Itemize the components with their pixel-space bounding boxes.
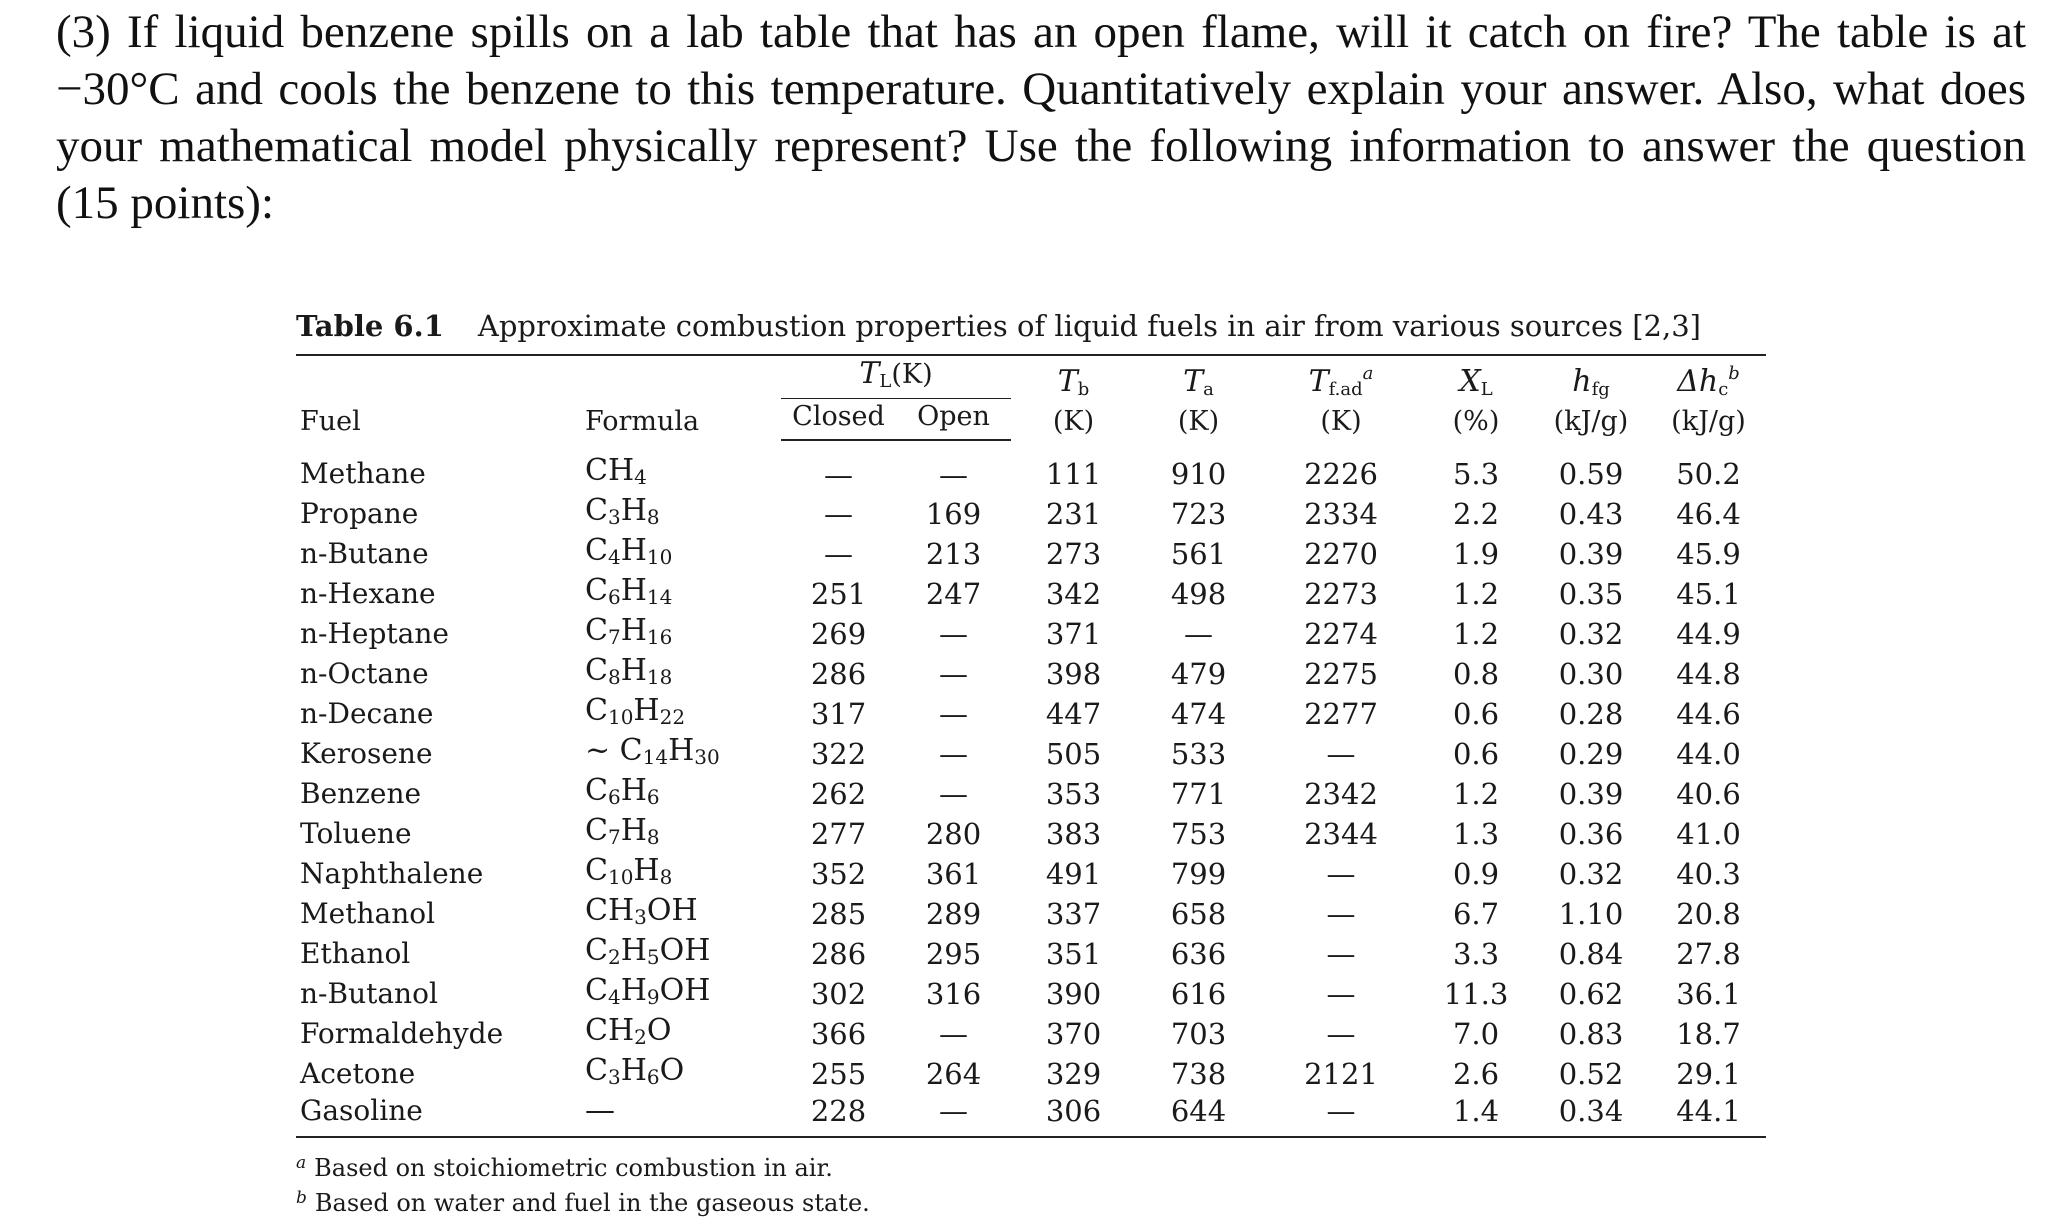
cell-dhc: 29.1 xyxy=(1676,1057,1741,1091)
fuel-name: Methanol xyxy=(300,897,436,930)
fuel-name: Ethanol xyxy=(300,937,411,970)
cell-ta: 644 xyxy=(1136,1094,1261,1137)
cell-ta: 703 xyxy=(1170,1017,1227,1051)
cell-tf: 2270 xyxy=(1304,537,1378,571)
cell-ta: 616 xyxy=(1170,977,1227,1011)
cell-closed: 366 xyxy=(810,1017,867,1051)
cell-tf: 2334 xyxy=(1304,497,1378,531)
cell-open: — xyxy=(939,777,968,811)
cell-tb: 353 xyxy=(1045,777,1102,811)
cell-tb: 390 xyxy=(1045,977,1102,1011)
cell-hfg: 0.39 xyxy=(1558,777,1624,811)
cell-tb: 306 xyxy=(1011,1094,1136,1137)
formula-cell: $C_7H_{16}$ xyxy=(585,613,673,649)
header-closed: Closed xyxy=(781,399,896,441)
cell-hfg: 0.28 xyxy=(1558,697,1624,731)
cell-open: 213 xyxy=(925,537,982,571)
cell-hfg: 0.84 xyxy=(1558,937,1624,971)
header-ta: $T_a$ (K) xyxy=(1136,355,1261,440)
cell-tb: 447 xyxy=(1045,697,1102,731)
fuel-name: Formaldehyde xyxy=(300,1017,504,1050)
fuel-name: n-Heptane xyxy=(300,617,449,650)
cell-hfg: 1.10 xyxy=(1558,897,1624,931)
formula-cell: $C_6H_6$ xyxy=(585,773,660,809)
cell-tb: 342 xyxy=(1045,577,1102,611)
cell-ta: 723 xyxy=(1170,497,1227,531)
footnote-a: $^a$ Based on stoichiometric combustion in air. xyxy=(296,1153,833,1182)
table-row xyxy=(296,814,1766,854)
table-row xyxy=(296,774,1766,814)
cell-ta: 753 xyxy=(1170,817,1227,851)
formula-cell: $C_8H_{18}$ xyxy=(585,653,673,689)
cell-tb: 351 xyxy=(1045,937,1102,971)
cell-hfg: 0.30 xyxy=(1558,657,1624,691)
cell-xl: 1.2 xyxy=(1452,617,1500,651)
cell-tf: 2121 xyxy=(1304,1057,1378,1091)
header-tb: $T_b$ (K) xyxy=(1011,355,1136,440)
cell-closed: — xyxy=(824,537,853,571)
cell-closed: 285 xyxy=(810,897,867,931)
cell-dhc: 45.9 xyxy=(1676,537,1741,571)
cell-closed: 302 xyxy=(810,977,867,1011)
cell-hfg: 0.29 xyxy=(1558,737,1624,771)
header-dhc: $\Delta h_c^b$ (kJ/g) xyxy=(1651,355,1766,440)
cell-xl: 7.0 xyxy=(1452,1017,1500,1051)
formula-cell: $C_6H_{14}$ xyxy=(585,573,673,609)
cell-ta: 636 xyxy=(1170,937,1227,971)
formula-cell: $C_7H_8$ xyxy=(585,813,660,849)
cell-tb: 337 xyxy=(1045,897,1102,931)
header-open: Open xyxy=(896,399,1011,441)
cell-hfg: 0.34 xyxy=(1531,1094,1651,1137)
cell-closed: 255 xyxy=(810,1057,867,1091)
cell-xl: 5.3 xyxy=(1452,457,1500,491)
fuel-name: n-Decane xyxy=(300,697,434,730)
cell-ta: 910 xyxy=(1170,457,1227,491)
table-row xyxy=(296,734,1766,774)
cell-xl: 1.2 xyxy=(1452,577,1500,611)
cell-open: — xyxy=(939,617,968,651)
cell-tb: 231 xyxy=(1045,497,1102,531)
cell-ta: 479 xyxy=(1170,657,1227,691)
table-row xyxy=(296,654,1766,694)
table-row xyxy=(296,694,1766,734)
cell-open: — xyxy=(939,657,968,691)
cell-open: 316 xyxy=(925,977,982,1011)
cell-xl: 6.7 xyxy=(1452,897,1500,931)
cell-tb: 505 xyxy=(1045,737,1102,771)
cell-ta: 738 xyxy=(1170,1057,1227,1091)
cell-xl: 2.2 xyxy=(1452,497,1500,531)
cell-hfg: 0.83 xyxy=(1558,1017,1624,1051)
cell-dhc: 36.1 xyxy=(1676,977,1741,1011)
table-row xyxy=(296,440,1766,494)
cell-closed: 277 xyxy=(810,817,867,851)
table-row xyxy=(296,974,1766,1014)
cell-closed: 352 xyxy=(810,857,867,891)
table-row xyxy=(296,894,1766,934)
cell-tf: — xyxy=(1326,1017,1356,1051)
table-6-1 xyxy=(296,306,1766,1218)
cell-tb: 491 xyxy=(1045,857,1102,891)
cell-ta: 799 xyxy=(1170,857,1227,891)
cell-closed: 317 xyxy=(810,697,867,731)
fuel-name: Propane xyxy=(300,497,419,530)
cell-xl: 3.3 xyxy=(1452,937,1500,971)
table-body xyxy=(296,440,1766,1137)
table-row xyxy=(296,934,1766,974)
cell-tf: 2277 xyxy=(1304,697,1378,731)
formula-cell: $C_3H_6O$ xyxy=(585,1053,685,1089)
cell-xl: 1.3 xyxy=(1452,817,1500,851)
cell-hfg: 0.39 xyxy=(1558,537,1624,571)
header-tl-group: $T_L(K)$ xyxy=(781,355,1011,399)
cell-ta: 474 xyxy=(1170,697,1227,731)
cell-hfg: 0.43 xyxy=(1558,497,1624,531)
fuel-name: n-Hexane xyxy=(300,577,436,610)
cell-hfg: 0.32 xyxy=(1558,857,1624,891)
cell-closed: 286 xyxy=(810,937,867,971)
footnotes xyxy=(296,1148,1766,1218)
cell-dhc: 45.1 xyxy=(1676,577,1741,611)
properties-table xyxy=(296,354,1766,1138)
cell-tf: 2342 xyxy=(1304,777,1378,811)
cell-hfg: 0.35 xyxy=(1558,577,1624,611)
formula-cell: $CH_2O$ xyxy=(585,1013,672,1049)
cell-tf: 2226 xyxy=(1304,457,1378,491)
cell-tb: 398 xyxy=(1045,657,1102,691)
fuel-name: n-Butanol xyxy=(300,977,438,1010)
cell-tf: — xyxy=(1261,1094,1421,1137)
cell-dhc: 50.2 xyxy=(1676,457,1741,491)
fuel-name: Methane xyxy=(300,457,426,490)
table-row xyxy=(296,1094,1766,1137)
cell-ta: 561 xyxy=(1170,537,1227,571)
header-formula: Formula xyxy=(581,355,781,440)
table-row xyxy=(296,1054,1766,1094)
cell-tf: 2275 xyxy=(1304,657,1378,691)
formula-cell: ~ $C_{14}H_{30}$ xyxy=(585,733,720,769)
cell-xl: 1.2 xyxy=(1452,777,1500,811)
cell-closed: — xyxy=(824,457,853,492)
table-row xyxy=(296,614,1766,654)
cell-open: — xyxy=(939,697,968,731)
formula-cell: $C_4H_9OH$ xyxy=(585,973,711,1009)
cell-open: — xyxy=(939,457,968,492)
cell-closed: 322 xyxy=(810,737,867,771)
cell-open: 295 xyxy=(925,937,982,971)
formula-cell: $C_{10}H_{22}$ xyxy=(585,693,686,729)
cell-ta: 658 xyxy=(1170,897,1227,931)
footnote-b: $^b$ Based on water and fuel in the gaseous state. xyxy=(296,1188,870,1217)
cell-ta: — xyxy=(1184,617,1213,651)
cell-ta: 533 xyxy=(1170,737,1227,771)
cell-xl: 0.6 xyxy=(1452,737,1500,771)
formula-cell: — xyxy=(581,1094,781,1137)
table-row xyxy=(296,854,1766,894)
cell-xl: 1.4 xyxy=(1421,1094,1531,1137)
cell-open: 361 xyxy=(925,857,982,891)
cell-tb: 273 xyxy=(1045,537,1102,571)
fuel-name: n-Butane xyxy=(300,537,429,570)
cell-tf: 2273 xyxy=(1304,577,1378,611)
cell-dhc: 40.3 xyxy=(1676,857,1741,891)
table-title: Approximate combustion properties of liquid fuels in air from various sources [2,3] xyxy=(477,309,1701,343)
fuel-name: Naphthalene xyxy=(300,857,484,890)
cell-tb: 111 xyxy=(1045,457,1102,491)
cell-dhc: 44.8 xyxy=(1676,657,1741,691)
cell-open: 169 xyxy=(925,497,982,531)
cell-tf: — xyxy=(1326,737,1356,771)
table-number: Table 6.1 xyxy=(296,309,444,343)
cell-ta: 771 xyxy=(1170,777,1227,811)
cell-tf: — xyxy=(1326,977,1356,1011)
formula-cell: $C_4H_{10}$ xyxy=(585,533,673,569)
header-tf-ad: $T_{f.ad}^a$ (K) xyxy=(1261,355,1421,440)
cell-closed: 262 xyxy=(810,777,867,811)
cell-tb: 370 xyxy=(1045,1017,1102,1051)
fuel-name: Gasoline xyxy=(296,1094,581,1137)
cell-dhc: 20.8 xyxy=(1676,897,1741,931)
fuel-name: Toluene xyxy=(300,817,412,850)
formula-cell: $CH_3OH$ xyxy=(585,893,698,929)
cell-tf: — xyxy=(1326,857,1356,891)
cell-open: 264 xyxy=(925,1057,982,1091)
cell-hfg: 0.59 xyxy=(1558,457,1624,491)
cell-hfg: 0.52 xyxy=(1558,1057,1624,1091)
header-hfg: $h_{fg}$ (kJ/g) xyxy=(1531,355,1651,440)
question-text: (3) If liquid benzene spills on a lab table that has an open flame, will it catch on fire? The table is at −30°C and cools the benzene to this temperature. Quantitatively explain your answer. Also, what does your mathematical model physically represent? Use the following information to answer the question (15 points): xyxy=(56,6,2026,229)
cell-hfg: 0.62 xyxy=(1558,977,1624,1011)
fuel-name: Benzene xyxy=(300,777,422,810)
cell-hfg: 0.36 xyxy=(1558,817,1624,851)
cell-tf: 2344 xyxy=(1304,817,1378,851)
cell-open: 289 xyxy=(925,897,982,931)
cell-dhc: 44.9 xyxy=(1676,617,1741,651)
formula-cell: $C_3H_8$ xyxy=(585,493,660,529)
fuel-name: Acetone xyxy=(300,1057,416,1090)
cell-tf: 2274 xyxy=(1304,617,1378,651)
cell-dhc: 44.0 xyxy=(1676,737,1741,771)
table-row xyxy=(296,574,1766,614)
fuel-name: Kerosene xyxy=(300,737,433,770)
header-xl: $X_L$ (%) xyxy=(1421,355,1531,440)
cell-tf: — xyxy=(1326,937,1356,971)
cell-dhc: 46.4 xyxy=(1676,497,1741,531)
cell-dhc: 18.7 xyxy=(1676,1017,1741,1051)
formula-cell: $C_2H_5OH$ xyxy=(585,933,711,969)
cell-dhc: 41.0 xyxy=(1676,817,1741,851)
cell-closed: 228 xyxy=(781,1094,896,1137)
cell-closed: 251 xyxy=(810,577,867,611)
cell-open: — xyxy=(939,1017,968,1051)
cell-tb: 383 xyxy=(1045,817,1102,851)
cell-hfg: 0.32 xyxy=(1558,617,1624,651)
cell-open: 247 xyxy=(925,577,982,611)
cell-open: — xyxy=(939,737,968,771)
cell-xl: 11.3 xyxy=(1443,977,1509,1011)
cell-tb: 371 xyxy=(1045,617,1102,651)
cell-xl: 0.6 xyxy=(1452,697,1500,731)
cell-xl: 2.6 xyxy=(1452,1057,1500,1091)
cell-closed: — xyxy=(824,497,853,531)
cell-tf: — xyxy=(1326,897,1356,931)
cell-xl: 0.9 xyxy=(1452,857,1500,891)
table-row xyxy=(296,494,1766,534)
cell-xl: 0.8 xyxy=(1452,657,1500,691)
cell-dhc: 27.8 xyxy=(1676,937,1741,971)
table-caption xyxy=(296,306,1766,346)
table-row xyxy=(296,1014,1766,1054)
cell-closed: 269 xyxy=(810,617,867,651)
table-row xyxy=(296,534,1766,574)
fuel-name: n-Octane xyxy=(300,657,429,690)
cell-dhc: 44.1 xyxy=(1651,1094,1766,1137)
cell-xl: 1.9 xyxy=(1452,537,1500,571)
cell-open: — xyxy=(896,1094,1011,1137)
cell-dhc: 44.6 xyxy=(1676,697,1741,731)
cell-dhc: 40.6 xyxy=(1676,777,1741,811)
formula-cell: $C_{10}H_8$ xyxy=(585,853,673,889)
cell-closed: 286 xyxy=(810,657,867,691)
cell-ta: 498 xyxy=(1170,577,1227,611)
cell-tb: 329 xyxy=(1045,1057,1102,1091)
cell-open: 280 xyxy=(925,817,982,851)
header-fuel: Fuel xyxy=(296,355,581,440)
formula-cell: $CH_4$ xyxy=(585,453,647,489)
